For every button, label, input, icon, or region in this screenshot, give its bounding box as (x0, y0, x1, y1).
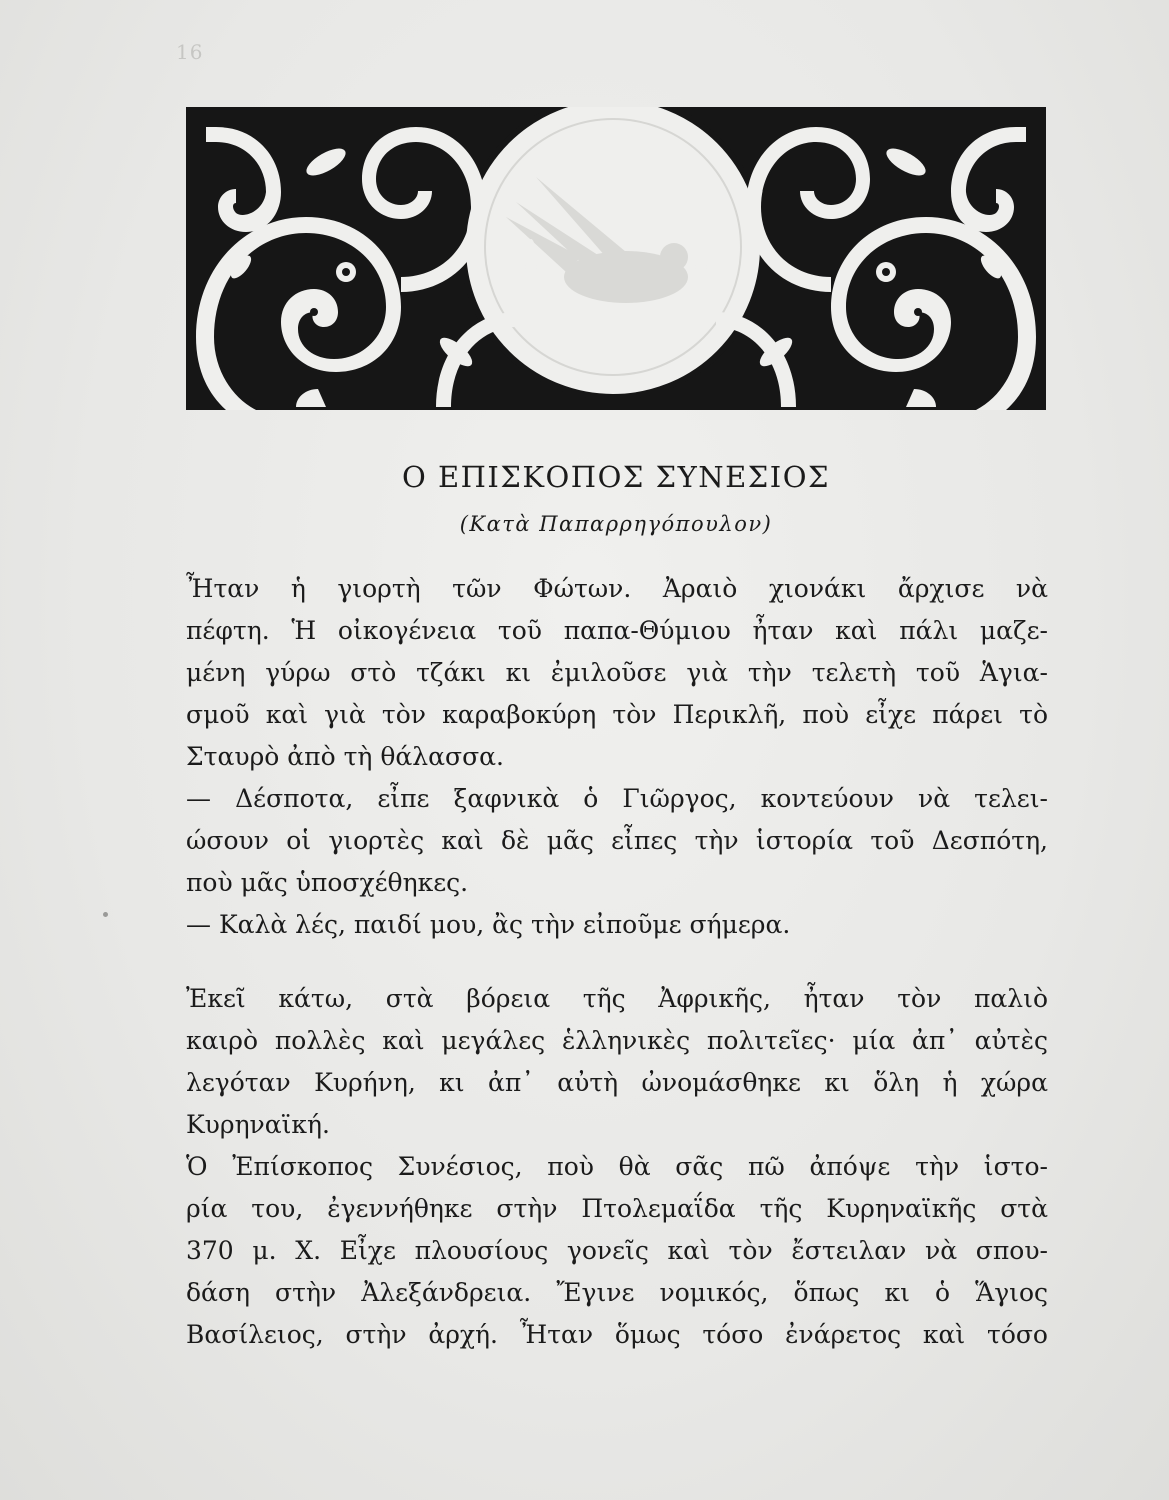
text-line: ποὺ μᾶς ὑποσχέθηκες. (186, 868, 469, 897)
paragraph (186, 978, 1048, 1146)
text-line: λεγόταν Κυρήνη, κι ἀπ᾽ αὐτὴ ὠνομάσθηκε κι ὅλη ἡ χώρα (186, 1068, 1048, 1097)
paragraph (186, 568, 1048, 778)
paragraph (186, 904, 1048, 946)
text-line: ρία του, ἐγεννήθηκε στὴν Πτολεμαΐδα τῆς Κυρηναϊκῆς στὰ (186, 1194, 1048, 1223)
text-line: Κυρηναϊκή. (186, 1110, 330, 1139)
text-line: — Δέσποτα, εἶπε ξαφνικὰ ὁ Γιῶργος, κοντεύουν νὰ τελει- (186, 784, 1048, 813)
floral-scroll-dove-headpiece-icon (186, 107, 1046, 410)
text-line: Ἦταν ἡ γιορτὴ τῶν Φώτων. Ἀραιὸ χιονάκι ἄρχισε νὰ (186, 574, 1048, 603)
text-line: σμοῦ καὶ γιὰ τὸν καραβοκύρη τὸν Περικλῆ, ποὺ εἶχε πάρει τὸ (186, 700, 1048, 729)
page-number: 16 (176, 40, 204, 64)
text-line: ώσουν οἱ γιορτὲς καὶ δὲ μᾶς εἶπες τὴν ἱστορία τοῦ Δεσπότη, (186, 826, 1048, 855)
text-line: Ἐκεῖ κάτω, στὰ βόρεια τῆς Ἀφρικῆς, ἦταν τὸν παλιὸ (186, 984, 1048, 1013)
paragraph (186, 1146, 1048, 1356)
text-line: — Καλὰ λές, παιδί μου, ἂς τὴν εἰποῦμε σήμερα. (186, 910, 791, 939)
ink-speck (103, 912, 108, 917)
text-line: μένη γύρω στὸ τζάκι κι ἐμιλοῦσε γιὰ τὴν τελετὴ τοῦ Ἁγια- (186, 658, 1048, 687)
text-line: Σταυρὸ ἀπὸ τὴ θάλασσα. (186, 742, 504, 771)
chapter-subtitle: (Κατὰ Παπαρρηγόπουλον) (459, 512, 773, 536)
text-line: Βασίλειος, στὴν ἀρχή. Ἦταν ὅμως τόσο ἐνάρετος καὶ τόσο (186, 1320, 1048, 1349)
text-line: δάση στὴν Ἀλεξάνδρεια. Ἔγινε νομικός, ὅπως κι ὁ Ἅγιος (186, 1278, 1048, 1307)
section-gap (186, 946, 1048, 978)
chapter-title: Ο ΕΠΙΣΚΟΠΟΣ ΣΥΝΕΣΙΟΣ (401, 460, 831, 494)
paragraph (186, 778, 1048, 904)
body-text (186, 568, 1048, 1356)
text-line: πέφτη. Ἡ οἰκογένεια τοῦ παπα-Θύμιου ἦταν καὶ πάλι μαζε- (186, 616, 1048, 645)
text-line: Ὁ Ἐπίσκοπος Συνέσιος, ποὺ θὰ σᾶς πῶ ἀπόψε τὴν ἱστο- (186, 1152, 1048, 1181)
text-line: καιρὸ πολλὲς καὶ μεγάλες ἑλληνικὲς πολιτεῖες· μία ἀπ᾽ αὐτὲς (186, 1026, 1048, 1055)
text-line: 370 μ. Χ. Εἶχε πλουσίους γονεῖς καὶ τὸν ἔστειλαν νὰ σπου- (186, 1236, 1048, 1265)
